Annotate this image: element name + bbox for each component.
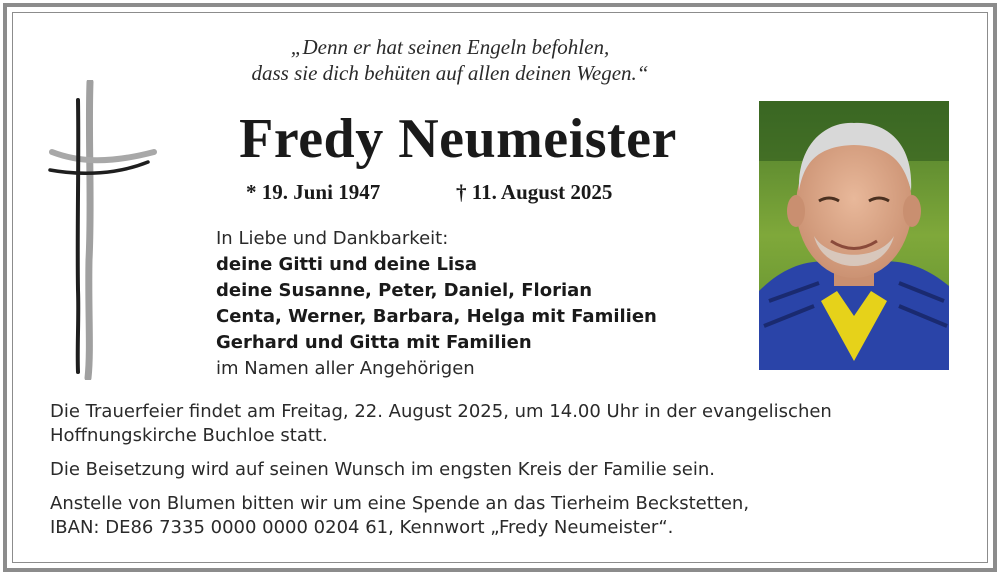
mourner-line: Centa, Werner, Barbara, Helga mit Familien: [216, 306, 657, 327]
mourner-line: deine Susanne, Peter, Daniel, Florian: [216, 280, 593, 301]
mourners-outro: im Namen aller Angehörigen: [216, 358, 475, 379]
burial-text: Die Beisetzung wird auf seinen Wunsch im engsten Kreis der Familie sein.: [50, 459, 715, 480]
donation-text: Anstelle von Blumen bitten wir um eine Spende an das Tierheim Beckstetten,: [50, 493, 750, 514]
quote-line-2: dass sie dich behüten auf allen deinen Wegen.“: [251, 61, 649, 85]
cross-icon: [48, 80, 158, 380]
funeral-text: Die Trauerfeier findet am Freitag, 22. August 2025, um 14.00 Uhr in der evangelischen Hoffnungskirche Buchloe statt.: [50, 401, 832, 446]
mourners-block: [216, 226, 736, 382]
quote-line-1: „Denn er hat seinen Engeln befohlen,: [290, 35, 610, 59]
iban-text: IBAN: DE86 7335 0000 0000 0204 61, Kennwort „Fredy Neumeister“.: [50, 517, 674, 538]
mourner-line: Gerhard und Gitta mit Familien: [216, 332, 532, 353]
service-info: [50, 400, 970, 550]
deceased-name: Fredy Neumeister: [239, 108, 677, 170]
mourners-intro: In Liebe und Dankbarkeit:: [216, 228, 449, 249]
death-date: † 11. August 2025: [456, 180, 613, 204]
mourner-line: deine Gitti und deine Lisa: [216, 254, 477, 275]
portrait-photo: [759, 101, 949, 370]
birth-date: * 19. Juni 1947: [246, 180, 381, 204]
bible-quote: [0, 34, 900, 86]
